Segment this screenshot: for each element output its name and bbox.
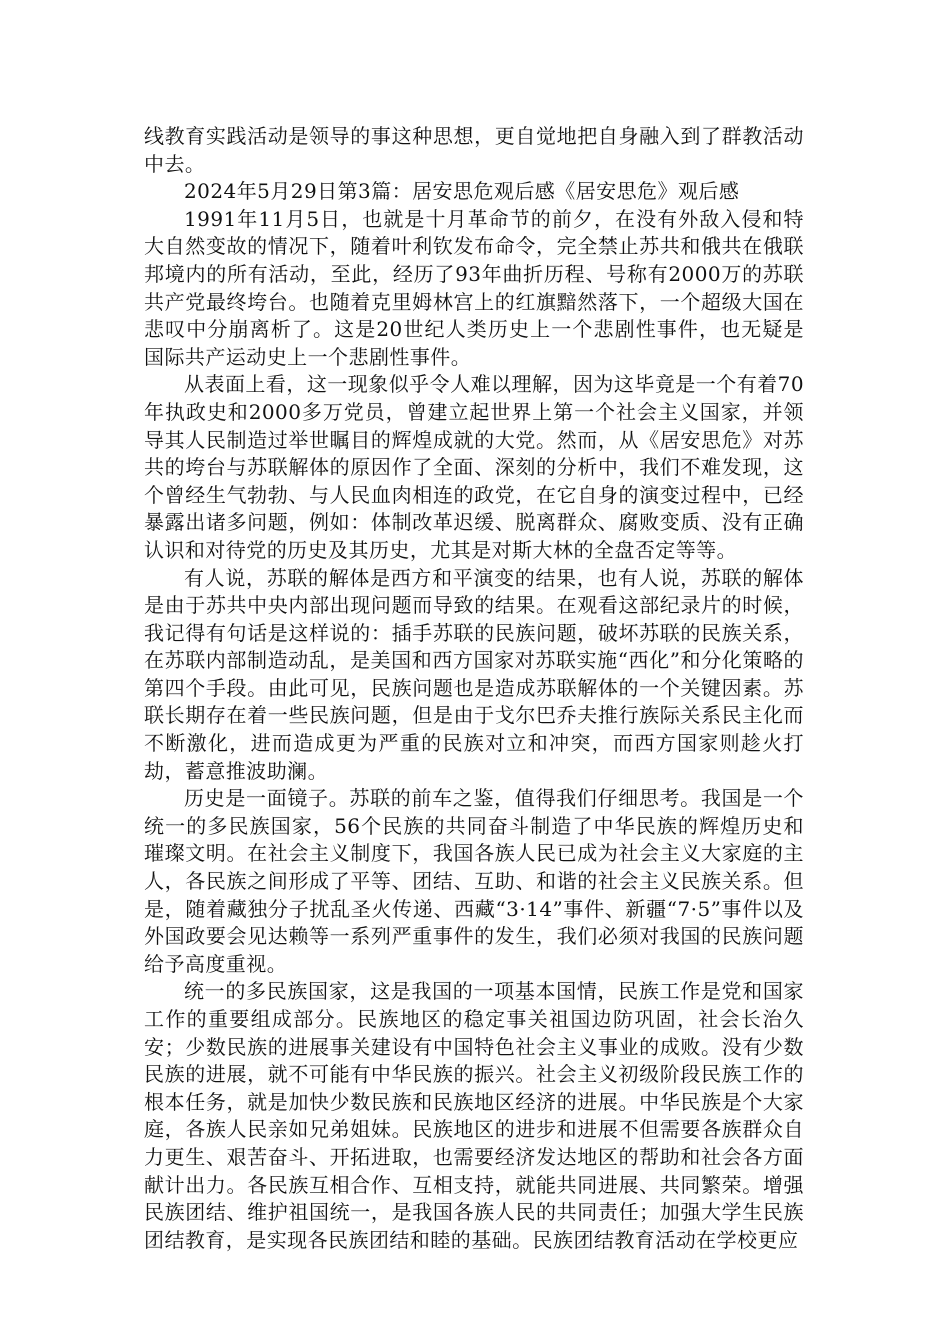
article-heading: 2024年5月29日第3篇：居安思危观后感《居安思危》观后感: [184, 179, 740, 204]
paragraph: 从表面上看，这一现象似乎令人难以理解，因为这毕竟是一个有着70年执政史和2000多万党员，曾建立起世界上第一个社会主义国家，并领导其人民制造过举世瞩目的辉煌成就的大党。然而，从《居安思危》对苏共的垮台与苏联解体的原因作了全面、深刻的分析中，我们不难发现，这个曾经生气勃勃、与人民血肉相连的政党，在它自身的演变过程中，已经暴露出诸多问题，例如：体制改革迟缓、脱离群众、腐败变质、没有正确认识和对待党的历史及其历史，尤其是对斯大林的全盘否定等等。: [144, 372, 804, 562]
document-page: [144, 123, 804, 1254]
paragraph: 1991年11月5日，也就是十月革命节的前夕，在没有外敌入侵和特大自然变故的情况下，随着叶利钦发布命令，完全禁止苏共和俄共在俄联邦境内的所有活动，至此，经历了93年曲折历程、号称有2000万的苏联共产党最终垮台。也随着克里姆林宫上的红旗黯然落下，一个超级大国在悲叹中分崩离析了。这是20世纪人类历史上一个悲剧性事件，也无疑是国际共产运动史上一个悲剧性事件。: [144, 206, 804, 369]
paragraph: 历史是一面镜子。苏联的前车之鉴，值得我们仔细思考。我国是一个统一的多民族国家，56个民族的共同奋斗制造了中华民族的辉煌历史和璀璨文明。在社会主义制度下，我国各族人民已成为社会主义大家庭的主人，各民族之间形成了平等、团结、互助、和谐的社会主义民族关系。但是，随着藏独分子扰乱圣火传递、西藏“3·14”事件、新疆“7·5”事件以及外国政要会见达赖等一系列严重事件的发生，我们必须对我国的民族问题给予高度重视。: [144, 786, 804, 976]
paragraph-continuation: 线教育实践活动是领导的事这种思想，更自觉地把自身融入到了群教活动中去。: [144, 124, 804, 176]
paragraph: 统一的多民族国家，这是我国的一项基本国情，民族工作是党和国家工作的重要组成部分。民族地区的稳定事关祖国边防巩固，社会长治久安；少数民族的进展事关建设有中国特色社会主义事业的成败。没有少数民族的进展，就不可能有中华民族的振兴。社会主义初级阶段民族工作的根本任务，就是加快少数民族和民族地区经济的进展。中华民族是个大家庭，各族人民亲如兄弟姐妹。民族地区的进步和进展不但需要各族群众自力更生、艰苦奋斗、开拓进取，也需要经济发达地区的帮助和社会各方面献计出力。各民族互相合作、互相支持，就能共同进展、共同繁荣。增强民族团结、维护祖国统一，是我国各族人民的共同责任；加强大学生民族团结教育，是实现各民族团结和睦的基础。民族团结教育活动在学校更应: [144, 979, 804, 1252]
paragraph: 有人说，苏联的解体是西方和平演变的结果，也有人说，苏联的解体是由于苏共中央内部出现问题而导致的结果。在观看这部纪录片的时候，我记得有句话是这样说的：插手苏联的民族问题，破坏苏联的民族关系，在苏联内部制造动乱，是美国和西方国家对苏联实施“西化”和分化策略的第四个手段。由此可见，民族问题也是造成苏联解体的一个关键因素。苏联长期存在着一些民族问题，但是由于戈尔巴乔夫推行族际关系民主化而不断激化，进而造成更为严重的民族对立和冲突，而西方国家则趁火打劫，蓄意推波助澜。: [144, 565, 804, 783]
